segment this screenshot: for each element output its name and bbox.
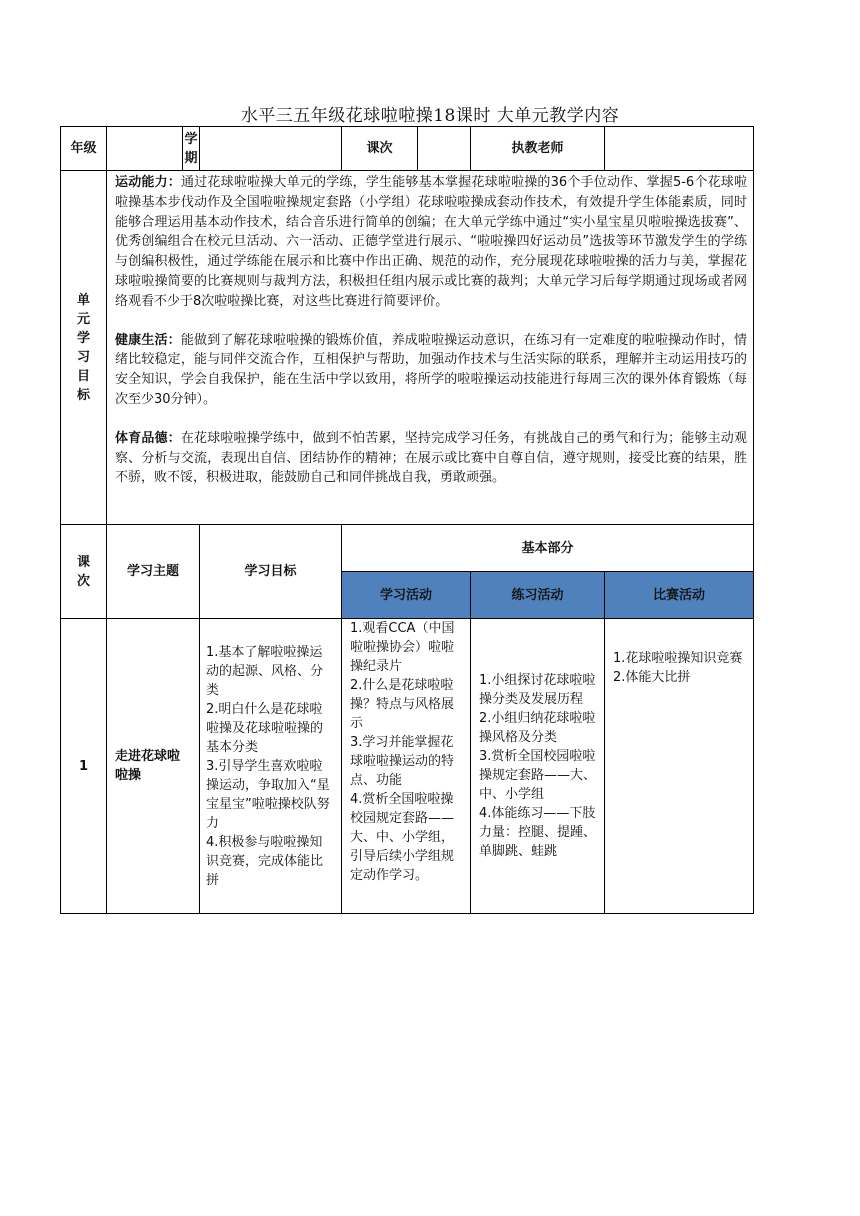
practice-item: 2.小组归纳花球啦啦操风格及分类 [479,711,596,745]
learning-item: 1.观看CCA（中国啦啦操协会）啦啦操纪录片 [350,621,455,674]
objective-text: 在花球啦啦操学练中，做到不怕苦累，坚持完成学习任务，有挑战自己的勇气和行为；能够主动观察、分析与交流，表现出自信、团结协作的精神；在展示或比赛中自尊自信，遵守规则，接受比赛的结果，胜不骄，败不馁，积极进取，能鼓励自己和同伴挑战自我，勇敢顽强。 [115,430,747,486]
page-title: 水平三五年级花球啦啦操18课时 大单元教学内容 [240,106,620,126]
grade-label: 年级 [61,127,107,171]
competition-item: 1.花球啦啦操知识竞赛 [613,651,743,666]
goal-item: 1.基本了解啦啦操运动的起源、风格、分类 [206,644,324,698]
lesson-plan-table [60,126,754,914]
objectives-row [61,171,754,525]
lesson-goals [200,619,342,914]
col-basic-part: 基本部分 [342,525,754,572]
teacher-value[interactable] [605,127,754,171]
learning-item: 3.学习并能掌握花球啦啦操运动的特点、功能 [350,735,455,788]
lesson-no-label: 课次 [342,127,418,171]
objective-health [115,331,747,410]
lesson-topic: 走进花球啦啦操 [107,619,200,914]
col-learning-activity: 学习活动 [342,572,471,619]
objectives-content [107,171,754,525]
goal-item: 3.引导学生喜欢啦啦操运动，争取加入“星宝星宝”啦啦操校队努力 [206,758,330,831]
practice-item: 4.体能练习——下肢力量：控腿、提踵、单脚跳、蛙跳 [479,806,597,859]
lesson-number: 1 [61,619,107,914]
learning-item: 4.赏析全国啦啦操校园规定套路——大、中、小学组，引导后续小学组规定动作学习。 [350,792,455,883]
col-practice-activity: 练习活动 [471,572,605,619]
objectives-label: 单元学习目标 [61,171,107,525]
objective-heading: 体育品德： [115,430,181,446]
table-row [61,619,754,914]
practice-activities [471,619,605,914]
objective-text: 通过花球啦啦操大单元的学练，学生能够基本掌握花球啦啦操的36个手位动作、掌握5-6个花球啦啦操基本步伐动作及全国啦啦操规定套路（小学组）花球啦啦操成套动作技术，有效提升学生体能素质，同时能够合理运用基本动作技术，结合音乐进行简单的创编；在大单元学练中通过“实小星宝星贝啦啦操选拔赛”、优秀创编组合在校元旦活动、六一活动、正德学堂进行展示、“啦啦操四好运动员”选拔等环节激发学生的学练与创编积极性，通过学练能在展示和比赛中作出正确、规范的动作，充分展现花球啦啦操的活力与美，掌握花球啦啦操简要的比赛规则与裁判方法，积极担任组内展示或比赛的裁判；大单元学习后每学期通过现场或者网络观看不少于8次啦啦操比赛，对这些比赛进行简要评价。 [115,175,747,309]
col-topic: 学习主题 [107,525,200,619]
competition-activities [605,619,754,914]
objective-motor [115,173,747,312]
goal-item: 2.明白什么是花球啦啦操及花球啦啦操的基本分类 [206,701,324,755]
column-header-row [61,525,754,572]
learning-activities [342,619,471,914]
practice-item: 1.小组探讨花球啦啦操分类及发展历程 [479,673,596,707]
objective-heading: 健康生活： [115,332,181,348]
semester-value[interactable] [200,127,342,171]
objective-text: 能做到了解花球啦啦操的锻炼价值，养成啦啦操运动意识，在练习有一定难度的啦啦操动作时，情绪比较稳定，能与同伴交流合作，互相保护与帮助，加强动作技术与生活实际的联系，理解并主动运用技巧的安全知识，学会自我保护，能在生活中学以致用，将所学的啦啦操运动技能进行每周三次的课外体育锻炼（每次至少30分钟）。 [115,332,747,407]
info-row [61,127,754,171]
practice-item: 3.赏析全国校园啦啦操规定套路——大、中、小学组 [479,749,597,802]
col-goal: 学习目标 [200,525,342,619]
grade-value[interactable] [107,127,183,171]
goal-item: 4.积极参与啦啦操知识竞赛，完成体能比拼 [206,834,324,888]
competition-item: 2.体能大比拼 [613,670,691,685]
semester-label: 学期 [183,127,200,171]
objective-heading: 运动能力： [115,175,182,190]
lesson-no-value[interactable] [418,127,471,171]
col-lesson-no: 课次 [61,525,107,619]
objective-character [115,429,747,488]
teacher-label: 执教老师 [471,127,605,171]
col-competition-activity: 比赛活动 [605,572,754,619]
learning-item: 2.什么是花球啦啦操？特点与风格展示 [350,678,455,731]
